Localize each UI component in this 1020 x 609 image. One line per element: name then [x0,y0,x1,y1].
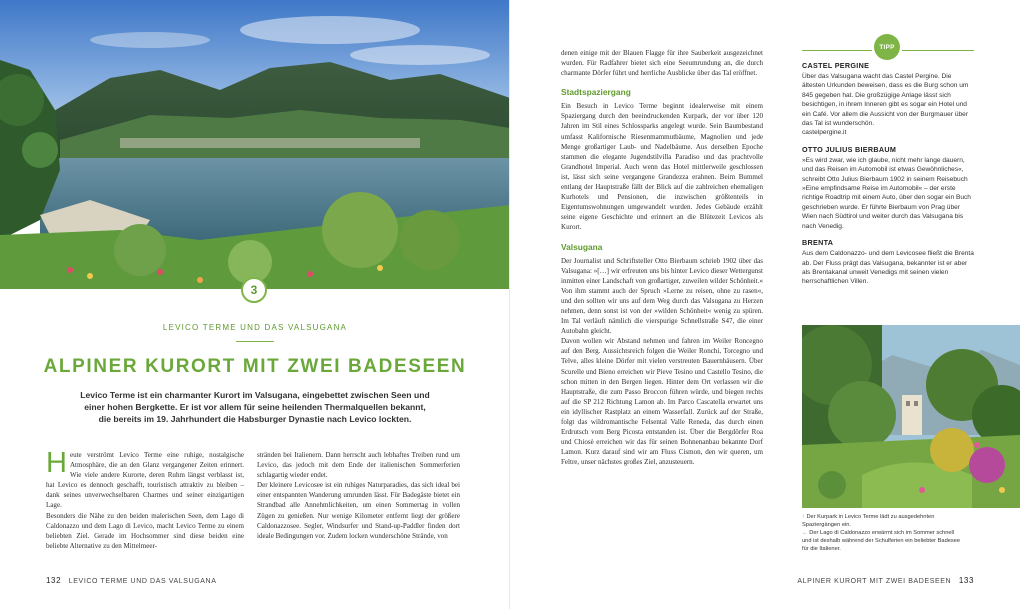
body-paragraph: Ein Besuch in Levico Terme beginnt idealerweise mit einem Spaziergang durch den beeindruckenden Kurpark, der vor über 120 Jahren im Stil eines Schlossparks angelegt wurde. Sein Baumbestand umfasst Kalifornische Riesenmammutbäume, Magnolien und jede Menge großartiger Laub- und Nadelbäume. Aus derselben Epoche stammen die elegante Jugendstilvilla Paradiso und das prachtvolle Grandhotel Imperial. Auch wenn das Hotel mittlerweile geschlossen ist, lässt sich seine vergangene Grandezza erahnen. Beim Bummel entlang der Hauptstraße fällt der Blick auf die zahlreichen ehemaligen Kurhotels und Pensionen, die inzwischen größtenteils in Eigentumswohnungen umgewandelt wurden. Jedes Gebäude erzählt seine eigene Geschichte und erinnert an die Blütezeit Levicos als Kurort. [561,102,763,232]
subhead-valsugana: Valsugana [561,241,603,252]
caption-text: Der Lago di Caldonazzo erwärmt sich im Sommer schnell und ist deshalb während der Schulferien ein beliebter Badesee für die Italiener. [802,530,961,552]
body-paragraph: Besonders die Nähe zu den beiden malerischen Seen, dem Lago di Caldonazzo und dem Lago di Levico, macht Levico Terme zu einem beliebten Ziel. Gerade im Hochsommer sind diese beiden eine beliebte Alternative zu den Mittelmeer- [46,511,244,550]
page-number: 132 [46,576,62,585]
tipp-title: BRENTA [802,238,834,248]
chapter-number-badge: 3 [241,277,267,303]
body-paragraph: Der kleinere Levicosee ist ein ruhiges Naturparadies, das sich ideal bei einer entspannten Wanderung umrunden lässt. Für Badegäste bietet ein Strandbad alle Annehmlichkeiten, um einen Sommertag in vollen Zügen zu genießen. Nur wenige Kilometer entfernt liegt der größere Caldonazzosee. Segler, Windsurfer und Stand-up-Paddler finden dort ideale Bedingungen vor. Zudem locken wunderschöne Strände, von [257,481,460,540]
tipp-link: castelpergine.it [802,129,847,137]
page-number: 133 [958,576,974,585]
chapter-headline: ALPINER KURORT MIT ZWEI BADESEEN [43,356,467,377]
running-title: LEVICO TERME UND DAS VALSUGANA [68,578,217,585]
tipp-text: »Es wird zwar, wie ich glaube, nicht mehr lange dauern, und das Reisen im Automobil ist etwas Gewöhnliches«, schreibt Otto Julius Bierbaum 1902 in seinem Reisebuch »Eine empfindsame Reise im Automobil« – der erste richtige Roadtrip mit einem Auto, über den sogar ein Buch geschrieben wurde. Er führte Bierbaum von Prag über Wien nach Südtirol und weiter durch das Valsugana bis nach Venedig. [802,156,971,230]
up-arrow-icon: ↑ [802,514,805,520]
tipp-text: Aus dem Caldonazzo- und dem Levicosee fließt die Brenta ab. Der Fluss prägt das Valsugana, bekannter ist er aber als Brentakanal unweit Venedigs mit seinen vielen herrschaftlichen Villen. [802,250,974,286]
dropcap: H [46,447,67,479]
caption-kurpark [802,513,962,529]
kurpark-image [802,325,1020,508]
body-paragraph: Der Journalist und Schriftsteller Otto Bierbaum schrieb 1902 über das Valsugana: »[…] wir erfreuten uns bis hinter Levico dieser Wettergunst inmitten einer Landschaft von großartiger, zuweilen wilder Schönheit.« Von ihm stammt auch der Spruch »Lerne zu reisen, ohne zu rasen«, und den sollten wir uns auf dem Weg durch das Valsugana zu Herzen nehmen, denn sonst ist von der »wilden Schönheit« wenig zu spüren. Im Tal verläuft nämlich die vierspurige Schnellstraße S47, die einer Autobahn gleicht. [561,256,763,336]
tipp-box [802,61,976,294]
tipp-item [802,145,976,231]
right-folio [797,576,974,585]
tipp-title: CASTEL PERGINE [802,61,870,70]
tipp-text: Über das Valsugana wacht das Castel Pergine. Die ältesten Urkunden beweisen, dass es die Burg schon um 845 gegeben hat. Die großzügige Anlage lässt sich besichtigen, in ihrem Inneren gibt es sogar ein Hotel und ein Café. Vor allem die Aussicht von der Burgmauer über das Tal ist wunderschön. [802,73,969,128]
chapter-lead: Levico Terme ist ein charmanter Kurort im Valsugana, eingebettet zwischen Seen und einer hohen Bergkette. Er ist vor allem für seine heilenden Thermalquellen bekannt, die bereits im 19. Jahrhundert die Habsburger Dynastie nach Levico lockten. [80,390,430,424]
left-folio [46,576,216,585]
running-title: ALPINER KURORT MIT ZWEI BADESEEN [797,578,952,585]
body-text: eute verströmt Levico Terme eine ruhige, nostalgische Atmosphäre, die an den Glanz vergangener Zeiten erinnert. Wie viele andere Kurorte, deren Ruhm längst verblasst ist, hat Levico es dennoch geschafft, touristisch attraktiv zu bleiben – dank seines unverwechselbaren Charmes und seiner einzigartigen Lage. [46,451,244,510]
tipp-rule-right [902,50,974,51]
lake-photo [0,0,510,289]
left-text-column-2 [257,450,460,541]
chapter-kicker: LEVICO TERME UND DAS VALSUGANA [162,323,348,332]
body-paragraph [46,447,244,511]
caption-text: Der Kurpark in Levico Terme lädt zu ausgedehnten Spaziergängen ein. [802,514,935,528]
caption-caldonazzo [802,529,962,553]
tipp-item [802,238,976,287]
left-arrow-icon: ← [802,530,808,536]
left-text-column-1 [46,447,244,551]
kicker-divider [236,341,274,342]
body-paragraph: denen einige mit der Blauen Flagge für ihre Sauberkeit ausgezeichnet wurden. Für Radfahrer bietet sich eine Seeumrundung an, die durch charmante Dörfer führt und herrliche Ausblicke über das Tal eröffnet. [561,49,763,78]
right-page [510,0,1020,609]
lake-caldonazzo-image [0,0,510,289]
subhead-stadtspaziergang: Stadtspaziergang [561,87,631,98]
kurpark-photo [802,325,1020,508]
tipp-badge: TIPP [874,34,900,60]
tipp-title: OTTO JULIUS BIERBAUM [802,144,897,154]
tipp-item [802,61,976,138]
right-text-column [561,48,763,467]
photo-caption [802,513,962,553]
body-paragraph: stränden bei Italienern. Dann herrscht auch lebhaftes Treiben rund um Levico, das jedoch mit dem Ende der italienischen Sommerferien schlagartig wieder endet. [257,451,460,480]
body-paragraph: Davon wollen wir Abstand nehmen und fahren im Weiler Roncegno auf den Berg. Aussichtsreich folgen die Weiler Ronchi, Torcegno und Telve, alles kleine Dörfer mit vielen verstreuten Bauernhäusern. Über Scurelle und Bieno erreichen wir Pieve Tesino und Castello Tesino, die schon mitten in den Bergen liegen. Hinter dem Ort verlassen wir die Hauptstraße, die zum Passo Broccon führen würde, und biegen rechts auf die SP 212 Richtung Lamon ab. Im Parco Cascatella erwartet uns ein idyllischer Rastplatz an einem Wasserfall. Zurück auf der Straße, folgt das wildromantische Felsental Valle Reneda, das durch einen Erdrutsch vom Berg Picosta entstanden ist. Über die Bergdörfer Roa und Chiosè erreichen wir das für seinen Bohnenanbau bekannte Dorf Lamon. Kurz darauf sind wir am Fluss Cismon, den wir queren, um Feltre, unser nächstes großes Ziel, anzusteuern. [561,337,763,467]
tipp-rule-left [802,50,872,51]
